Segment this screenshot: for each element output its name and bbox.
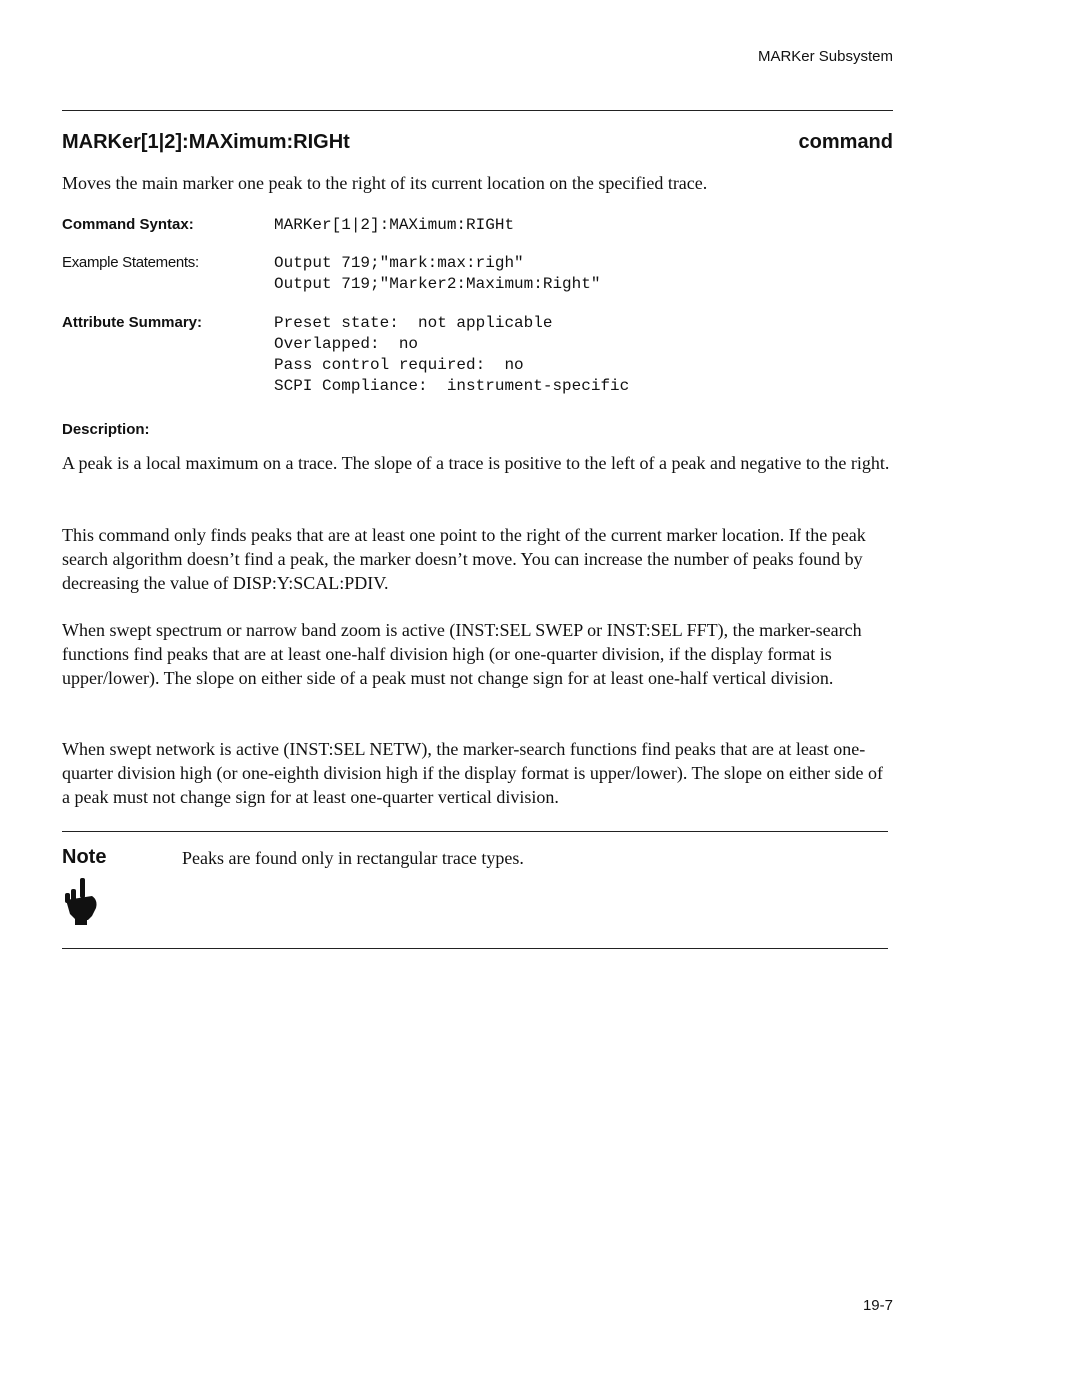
attribute-line: Overlapped: no [274, 335, 419, 353]
note-bottom-rule [62, 948, 888, 949]
syntax-label: Command Syntax: [62, 216, 194, 233]
note-top-rule [62, 831, 888, 832]
note-text: Peaks are found only in rectangular trace types. [182, 848, 524, 868]
description-label: Description: [62, 421, 150, 438]
attribute-line: SCPI Compliance: instrument-specific [274, 377, 630, 395]
running-header: MARKer Subsystem [757, 48, 893, 65]
example-line: Output 719;"Marker2:Maximum:Right" [274, 275, 601, 293]
description-paragraph: When swept spectrum or narrow band zoom is active (INST:SEL SWEP or INST:SEL FFT), the marker-search functions find peaks that are at least one-half division high (or one-quarter division, if the display format is upper/lower). The slope on either side of a peak must not change sign for at least one-half vertical division. [62, 620, 862, 688]
description-paragraph: This command only finds peaks that are at least one point to the right of the current marker location. If the peak search algorithm doesn’t find a peak, the marker doesn’t move. You can increase the number of peaks found by decreasing the value of DISP:Y:SCAL:PDIV. [62, 525, 866, 593]
title-rule [62, 110, 893, 111]
command-title: MARKer[1|2]:MAXimum:RIGHt [62, 131, 350, 153]
attribute-line: Preset state: not applicable [274, 314, 553, 332]
syntax-value: MARKer[1|2]:MAXimum:RIGHt [274, 216, 515, 234]
attribute-line: Pass control required: no [274, 356, 524, 374]
example-line: Output 719;"mark:max:righ" [274, 254, 524, 272]
pointing-hand-icon [62, 876, 102, 926]
command-kind: command [798, 131, 893, 153]
attributes-label: Attribute Summary: [62, 314, 203, 331]
examples-label: Example Statements: [62, 254, 199, 271]
page-number: 19-7 [862, 1297, 893, 1314]
note-label: Note [62, 846, 107, 868]
command-summary: Moves the main marker one peak to the right of its current location on the specified trace. [62, 173, 708, 193]
description-paragraph: A peak is a local maximum on a trace. The slope of a trace is positive to the left of a peak and negative to the right. [62, 453, 890, 473]
description-paragraph: When swept network is active (INST:SEL NETW), the marker-search functions find peaks that are at least one-quarter division high (or one-eighth division high if the display format is upper/lower). The slope on either side of a peak must not change sign for at least one-quarter vertical division. [62, 739, 883, 807]
